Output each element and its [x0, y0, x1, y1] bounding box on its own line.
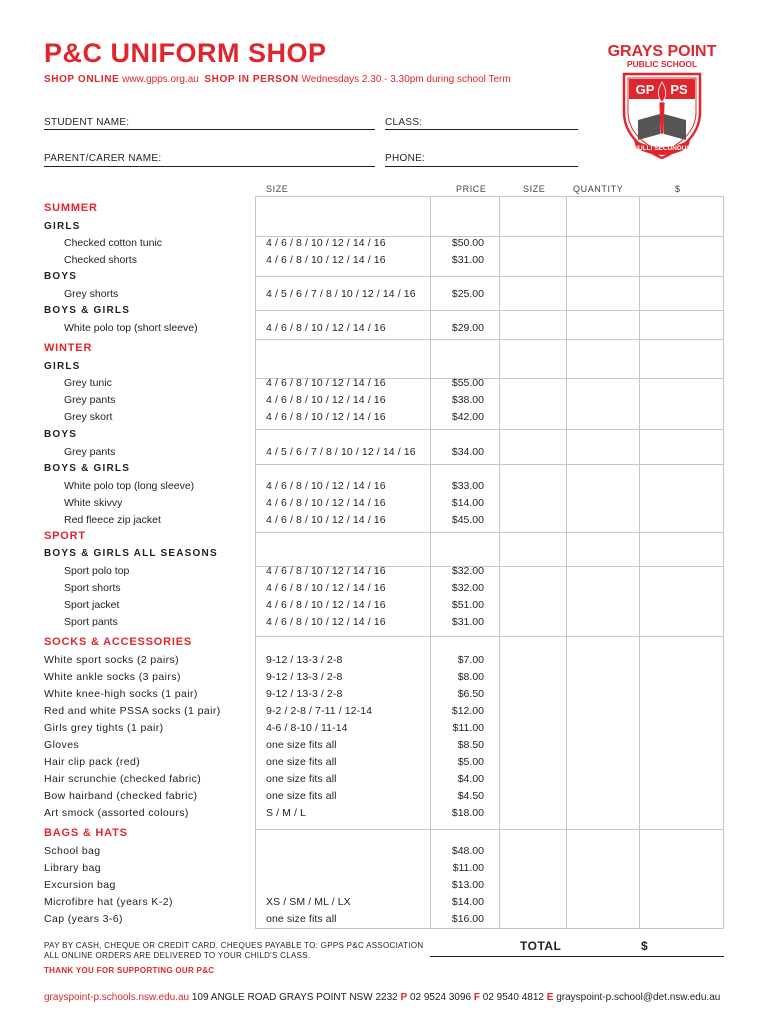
shop-info-line — [44, 74, 511, 85]
item-name: Excursion bag — [44, 879, 116, 891]
shop-in-person-label: SHOP IN PERSON — [204, 74, 299, 85]
item-name: White ankle socks (3 pairs) — [44, 671, 181, 683]
item-price: $4.00 — [457, 773, 484, 785]
item-sizes: 4 / 6 / 8 / 10 / 12 / 14 / 16 — [266, 411, 386, 423]
item-price: $32.00 — [451, 582, 484, 594]
school-address: 109 ANGLE ROAD GRAYS POINT NSW 2232 — [191, 992, 398, 1003]
item-price: $55.00 — [451, 377, 484, 389]
section-winter: WINTER — [44, 342, 93, 354]
item-price: $34.00 — [451, 446, 484, 458]
item-sizes: 4 / 6 / 8 / 10 / 12 / 14 / 16 — [266, 565, 386, 577]
item-price: $18.00 — [451, 807, 484, 819]
item-price: $45.00 — [451, 514, 484, 526]
school-phone: 02 9524 3096 — [409, 992, 472, 1003]
item-sizes: 4 / 6 / 8 / 10 / 12 / 14 / 16 — [266, 497, 386, 509]
item-sizes: one size fits all — [266, 913, 337, 925]
item-name: White skivvy — [64, 497, 123, 509]
item-price: $33.00 — [451, 480, 484, 492]
item-price: $48.00 — [451, 845, 484, 857]
item-name: Sport polo top — [64, 565, 130, 577]
logo-motto: NULLI SECUNDUS — [633, 145, 691, 152]
subsection-winter-girls: GIRLS — [44, 361, 81, 372]
item-sizes: 4 / 5 / 6 / 7 / 8 / 10 / 12 / 14 / 16 — [266, 288, 416, 300]
item-name: Grey tunic — [64, 377, 112, 389]
shop-online-label: SHOP ONLINE — [44, 74, 120, 85]
item-sizes: 4 / 6 / 8 / 10 / 12 / 14 / 16 — [266, 322, 386, 334]
total-amount-field[interactable]: $ — [641, 939, 648, 953]
item-name: Cap (years 3-6) — [44, 913, 123, 925]
column-amount: $ — [675, 184, 681, 194]
item-sizes: 4 / 6 / 8 / 10 / 12 / 14 / 16 — [266, 377, 386, 389]
item-price: $4.50 — [457, 790, 484, 802]
subsection-winter-boys-girls: BOYS & GIRLS — [44, 463, 131, 474]
order-table-grid — [255, 196, 724, 929]
total-label: TOTAL — [520, 939, 562, 953]
logo-name-line2: PUBLIC SCHOOL — [626, 59, 698, 69]
column-size-selection: SIZE — [523, 184, 546, 194]
item-price: $5.00 — [457, 756, 484, 768]
subsection-sport-all-seasons: BOYS & GIRLS ALL SEASONS — [44, 548, 218, 559]
subsection-summer-girls: GIRLS — [44, 221, 81, 232]
item-name: Checked shorts — [64, 254, 137, 266]
school-email[interactable]: grayspoint-p.school@det.nsw.edu.au — [556, 992, 721, 1003]
page-title: P&C UNIFORM SHOP — [44, 38, 327, 68]
item-name: Bow hairband (checked fabric) — [44, 790, 198, 802]
item-price: $29.00 — [451, 322, 484, 334]
item-sizes: 4 / 6 / 8 / 10 / 12 / 14 / 16 — [266, 599, 386, 611]
item-sizes: one size fits all — [266, 773, 337, 785]
item-name: Sport shorts — [64, 582, 121, 594]
shop-online-url[interactable]: www.gpps.org.au — [122, 74, 199, 85]
column-quantity: QUANTITY — [573, 184, 624, 194]
item-sizes: 4 / 6 / 8 / 10 / 12 / 14 / 16 — [266, 394, 386, 406]
item-price: $14.00 — [451, 896, 484, 908]
student-name-label: STUDENT NAME: — [44, 117, 130, 128]
item-name: Red fleece zip jacket — [64, 514, 161, 526]
item-price: $14.00 — [451, 497, 484, 509]
item-price: $11.00 — [452, 722, 484, 734]
subsection-summer-boys-girls: BOYS & GIRLS — [44, 305, 131, 316]
logo-initials-left: GP — [635, 82, 655, 97]
section-summer: SUMMER — [44, 202, 98, 214]
item-price: $32.00 — [451, 565, 484, 577]
item-name: White polo top (short sleeve) — [64, 322, 198, 334]
school-logo — [592, 42, 732, 168]
item-name: Sport pants — [64, 616, 118, 628]
section-bags-hats: BAGS & HATS — [44, 827, 128, 839]
item-price: $7.00 — [457, 654, 484, 666]
item-name: Hair clip pack (red) — [44, 756, 141, 768]
item-name: Checked cotton tunic — [64, 237, 163, 249]
thanks-note: THANK YOU FOR SUPPORTING OUR P&C — [44, 966, 215, 975]
subsection-summer-boys: BOYS — [44, 271, 78, 282]
school-fax: 02 9540 4812 — [482, 992, 544, 1003]
item-sizes: one size fits all — [266, 756, 337, 768]
subsection-winter-boys: BOYS — [44, 429, 78, 440]
item-name: Red and white PSSA socks (1 pair) — [44, 705, 221, 717]
item-price: $38.00 — [451, 394, 484, 406]
parent-name-field[interactable] — [44, 166, 375, 167]
item-sizes: 4 / 5 / 6 / 7 / 8 / 10 / 12 / 14 / 16 — [266, 446, 416, 458]
item-sizes: 4 / 6 / 8 / 10 / 12 / 14 / 16 — [266, 582, 386, 594]
column-size: SIZE — [266, 184, 289, 194]
item-price: $8.00 — [457, 671, 484, 683]
item-sizes: 4 / 6 / 8 / 10 / 12 / 14 / 16 — [266, 237, 386, 249]
item-price: $50.00 — [451, 237, 484, 249]
email-label-short: E — [546, 992, 554, 1003]
item-name: Library bag — [44, 862, 101, 874]
contact-line — [44, 992, 720, 1003]
item-name: Art smock (assorted colours) — [44, 807, 189, 819]
delivery-note: ALL ONLINE ORDERS ARE DELIVERED TO YOUR CHILD'S CLASS. — [44, 951, 311, 960]
item-sizes: 9-2 / 2-8 / 7-11 / 12-14 — [266, 705, 373, 717]
item-name: White polo top (long sleeve) — [64, 480, 195, 492]
item-price: $42.00 — [451, 411, 484, 423]
item-price: $31.00 — [451, 616, 484, 628]
parent-name-label: PARENT/CARER NAME: — [44, 153, 162, 164]
item-sizes: S / M / L — [266, 807, 306, 819]
item-name: Girls grey tights (1 pair) — [44, 722, 164, 734]
item-name: Microfibre hat (years K-2) — [44, 896, 173, 908]
item-price: $12.00 — [451, 705, 484, 717]
item-name: Sport jacket — [64, 599, 120, 611]
item-price: $8.50 — [457, 739, 484, 751]
total-underline — [430, 956, 724, 957]
section-socks-accessories: SOCKS & ACCESSORIES — [44, 636, 193, 648]
class-label: CLASS: — [385, 117, 423, 128]
item-name: Grey skort — [64, 411, 113, 423]
item-sizes: 4 / 6 / 8 / 10 / 12 / 14 / 16 — [266, 514, 386, 526]
item-price: $25.00 — [451, 288, 484, 300]
item-price: $51.00 — [451, 599, 484, 611]
item-sizes: one size fits all — [266, 739, 337, 751]
school-website[interactable]: grayspoint-p.schools.nsw.edu.au — [44, 992, 190, 1003]
item-name: School bag — [44, 845, 101, 857]
item-name: Grey pants — [64, 394, 116, 406]
item-name: Hair scrunchie (checked fabric) — [44, 773, 202, 785]
item-sizes: 9-12 / 13-3 / 2-8 — [266, 688, 343, 700]
phone-label: PHONE: — [385, 153, 426, 164]
item-name: Grey pants — [64, 446, 116, 458]
item-sizes: 4 / 6 / 8 / 10 / 12 / 14 / 16 — [266, 254, 386, 266]
shop-in-person-text: Wednesdays 2.30 - 3.30pm during school Term — [301, 74, 511, 85]
item-price: $16.00 — [451, 913, 484, 925]
item-price: $11.00 — [452, 862, 484, 874]
item-price: $13.00 — [451, 879, 484, 891]
column-price: PRICE — [456, 184, 487, 194]
item-sizes: 4 / 6 / 8 / 10 / 12 / 14 / 16 — [266, 480, 386, 492]
item-sizes: 4-6 / 8-10 / 11-14 — [266, 722, 348, 734]
item-name: White sport socks (2 pairs) — [44, 654, 180, 666]
payment-note: PAY BY CASH, CHEQUE OR CREDIT CARD. CHEQUES PAYABLE TO: GPPS P&C ASSOCIATION — [44, 941, 424, 950]
item-sizes: XS / SM / ML / LX — [266, 896, 351, 908]
phone-label-short: P — [400, 992, 408, 1003]
item-name: White knee-high socks (1 pair) — [44, 688, 198, 700]
item-name: Gloves — [44, 739, 80, 751]
fax-label-short: F — [473, 992, 480, 1003]
student-name-field[interactable] — [44, 129, 375, 130]
item-sizes: 9-12 / 13-3 / 2-8 — [266, 654, 343, 666]
item-sizes: 9-12 / 13-3 / 2-8 — [266, 671, 343, 683]
logo-initials-right: PS — [670, 82, 688, 97]
section-sport: SPORT — [44, 530, 86, 542]
item-price: $6.50 — [457, 688, 484, 700]
phone-field[interactable] — [385, 166, 578, 167]
item-name: Grey shorts — [64, 288, 119, 300]
item-sizes: one size fits all — [266, 790, 337, 802]
logo-name-line1: GRAYS POINT — [607, 43, 717, 60]
class-field[interactable] — [385, 129, 578, 130]
item-sizes: 4 / 6 / 8 / 10 / 12 / 14 / 16 — [266, 616, 386, 628]
item-price: $31.00 — [451, 254, 484, 266]
